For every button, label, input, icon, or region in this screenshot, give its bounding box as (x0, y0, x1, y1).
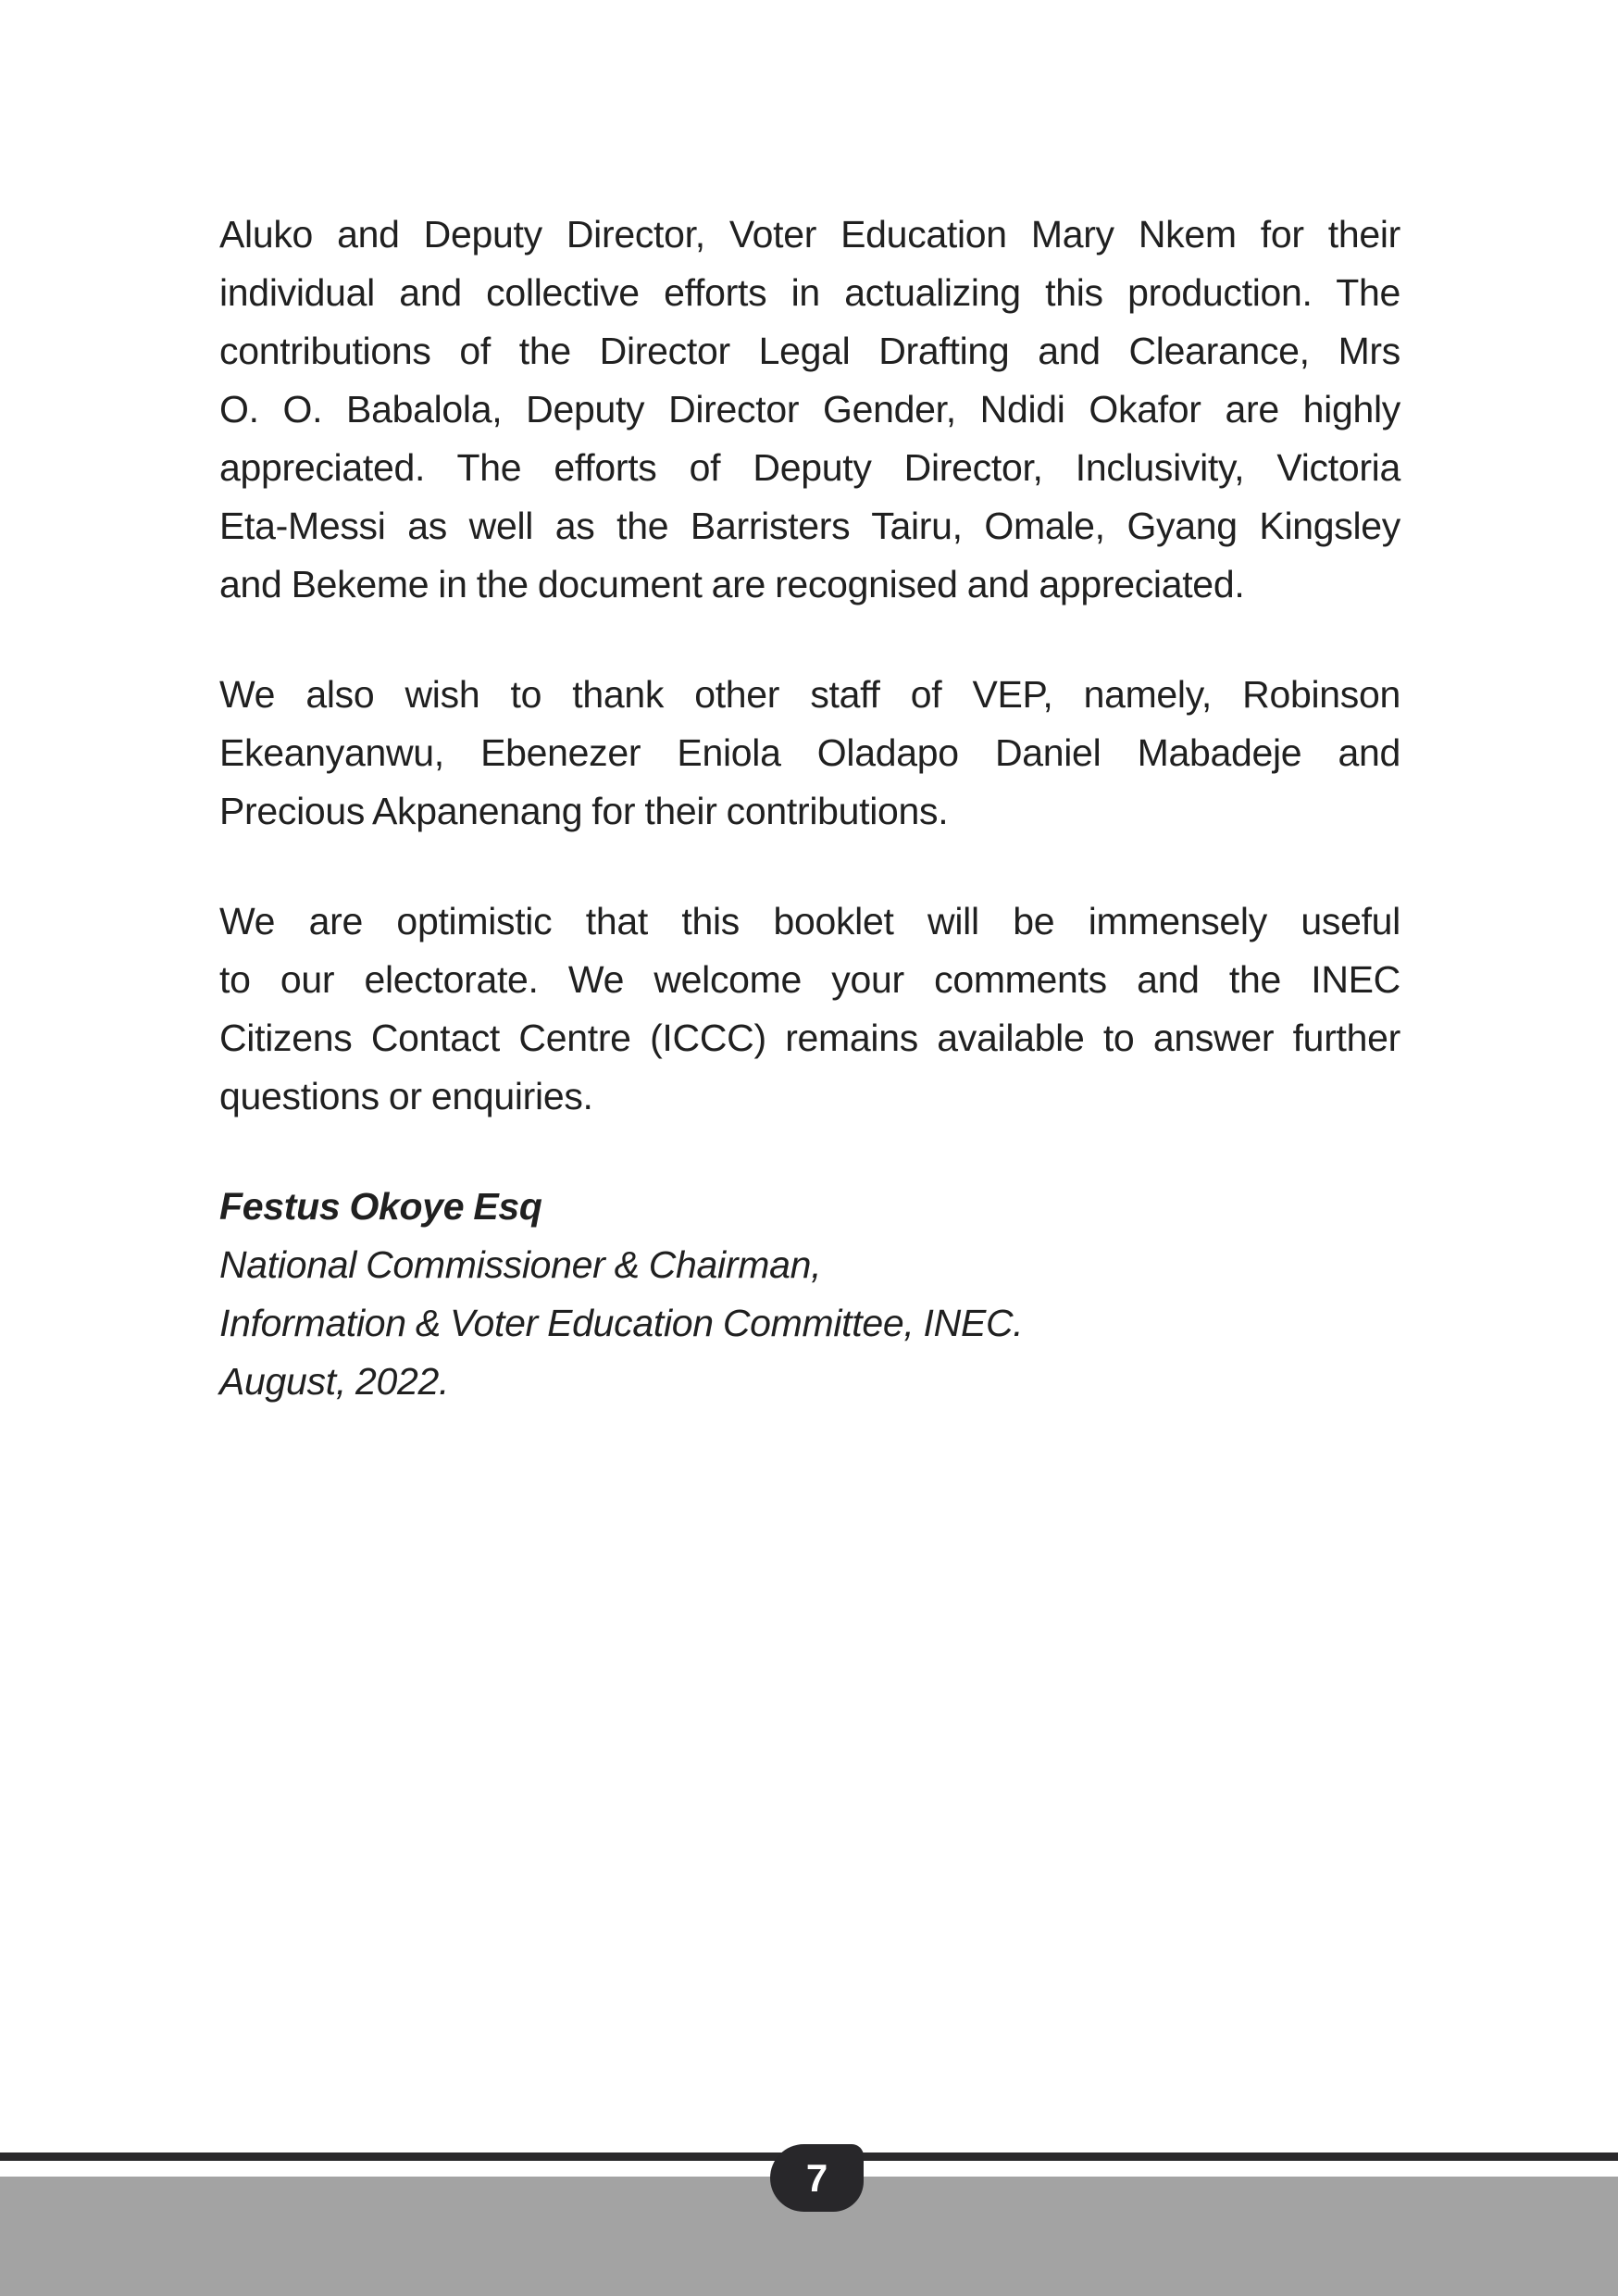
text-line: individual and collective efforts in actualizing this production. The (219, 271, 1400, 314)
text-line: contributions of the Director Legal Drafting and Clearance, Mrs (219, 330, 1400, 372)
signature-line: National Commissioner & Chairman, (219, 1243, 822, 1286)
body-text (219, 206, 1400, 1411)
paragraph-closing (219, 892, 1400, 1126)
text-line: O. O. Babalola, Deputy Director Gender, Ndidi Okafor are highly (219, 388, 1400, 430)
text-line: questions or enquiries. (219, 1075, 593, 1117)
signature-line: August, 2022. (219, 1360, 450, 1403)
text-line: Citizens Contact Centre (ICCC) remains available to answer further (219, 1017, 1400, 1059)
page-number: 7 (805, 2155, 828, 2200)
page-number-badge (770, 2144, 864, 2212)
text-line: Aluko and Deputy Director, Voter Education Mary Nkem for their (219, 213, 1400, 256)
text-line: appreciated. The efforts of Deputy Director, Inclusivity, Victoria (219, 446, 1400, 489)
signature-block (219, 1178, 1400, 1411)
paragraph-staff-thanks (219, 666, 1400, 841)
text-line: Eta-Messi as well as the Barristers Tairu, Omale, Gyang Kingsley (219, 505, 1400, 547)
text-line: Precious Akpanenang for their contributions. (219, 790, 949, 832)
signature-name: Festus Okoye Esq (219, 1185, 542, 1228)
paragraph-acknowledgements (219, 206, 1400, 614)
text-line: to our electorate. We welcome your comments and the INEC (219, 958, 1400, 1001)
text-line: and Bekeme in the document are recognised and appreciated. (219, 563, 1245, 605)
text-line: We are optimistic that this booklet will be immensely useful (219, 900, 1400, 942)
text-line: We also wish to thank other staff of VEP, namely, Robinson (219, 673, 1400, 716)
text-line: Ekeanyanwu, Ebenezer Eniola Oladapo Daniel Mabadeje and (219, 731, 1400, 774)
signature-titles (219, 1236, 1400, 1411)
signature-line: Information & Voter Education Committee, INEC. (219, 1302, 1024, 1344)
